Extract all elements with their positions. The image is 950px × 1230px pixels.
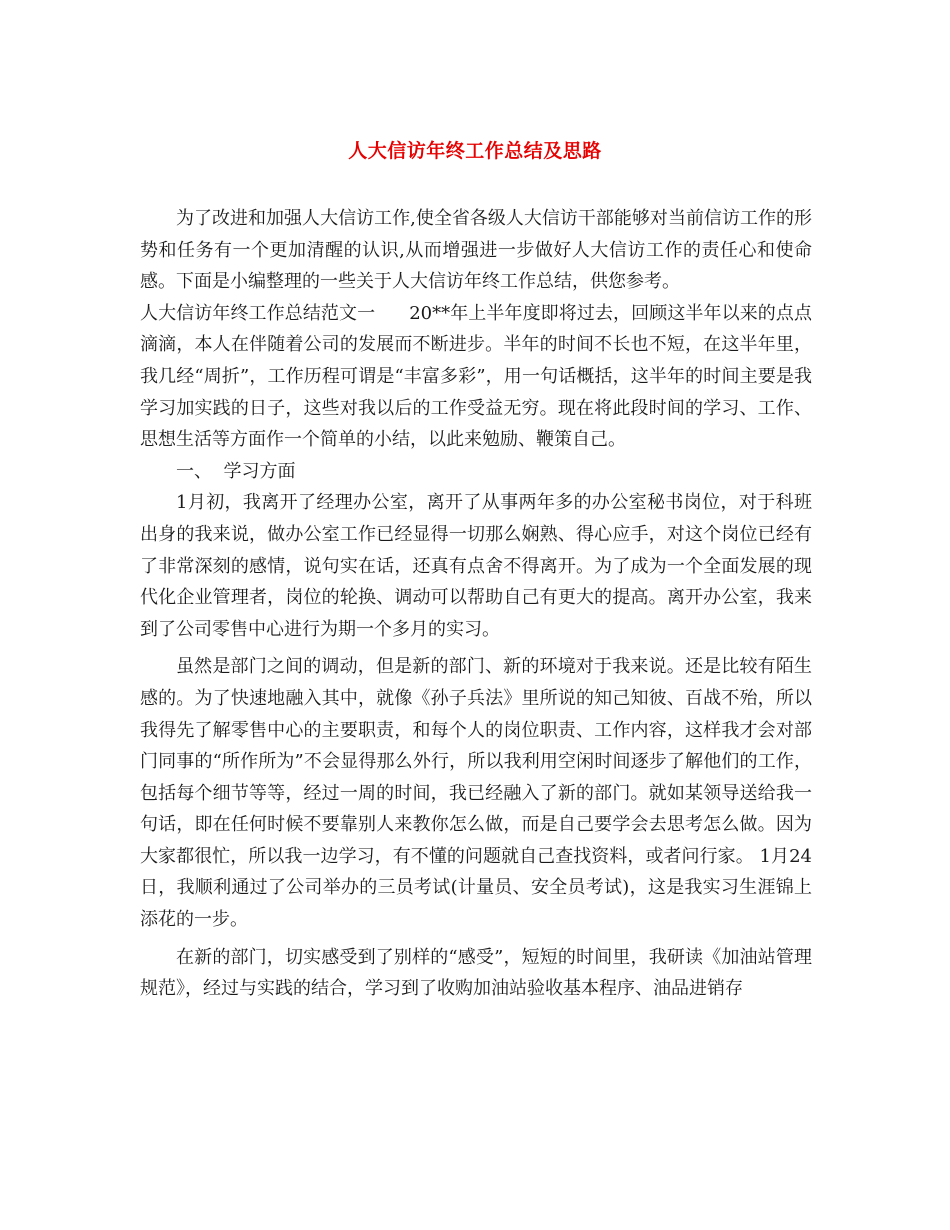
document-title: 人大信访年终工作总结及思路 (348, 140, 602, 162)
paragraph-3: 在新的部门，切实感受到了别样的“感受”，短短的时间里，我研读《加油站管理规范》，经过与实践的结合，学习到了收购加油站验收基本程序、油品进销存 (140, 946, 812, 1000)
intro-paragraph: 为了改进和加强人大信访工作,使全省各级人大信访干部能够对当前信访工作的形势和任务有一个更加清醒的认识,从而增强进一步做好人大信访工作的责任心和使命感。下面是小编整理的一些关于人大信访年终工作总结，供您参考。 (140, 208, 812, 293)
paragraph-2: 虽然是部门之间的调动，但是新的部门、新的环境对于我来说。还是比较有陌生感的。为了快速地融入其中，就像《孙子兵法》里所说的知己知彼、百战不殆，所以我得先了解零售中心的主要职责，和每个人的岗位职责、工作内容，这样我才会对部门同事的“所作所为”不会显得那么外行，所以我利用空闲时间逐步了解他们的工作，包括每个细节等等，经过一周的时间，我已经融入了新的部门。就如某领导送给我一句话，即在任何时候不要靠别人来教你怎么做，而是自己要学会去思考怎么做。因为大家都很忙，所以我一边学习，有不懂的问题就自己查找资料，或者问行家。 1月24日，我顺利通过了公司举办的三员考试(计量员、安全员考试)，这是我实习生涯锦上添花的一步。 (140, 656, 812, 931)
paragraph-1: 1月初，我离开了经理办公室，离开了从事两年多的办公室秘书岗位，对于科班出身的我来说，做办公室工作已经显得一切那么娴熟、得心应手，对这个岗位已经有了非常深刻的感情，说句实在话，还真有点舍不得离开。为了成为一个全面发展的现代化企业管理者，岗位的轮换、调动可以帮助自己有更大的提高。离开办公室，我来到了公司零售中心进行为期一个多月的实习。 (140, 492, 812, 640)
section-heading-study: 一、 学习方面 (176, 460, 296, 482)
sample-paragraph (140, 298, 812, 456)
sample-heading: 人大信访年终工作总结范文一 (140, 302, 376, 324)
document-body (140, 203, 812, 1005)
sample-first-text: 20**年上半年度即将过去，回顾这半年以来的点点滴滴，本人在伴随着公司的发展而不断进步。半年的时间不长也不短，在这半年里，我几经“周折”，工作历程可谓是“丰富多彩”，用一句话概括，这半年的时间主要是我学习加实践的日子，这些对我以后的工作受益无穷。现在将此段时间的学习、工作、思想生活等方面作一个简单的小结，以此来勉励、鞭策自己。 (140, 302, 812, 451)
